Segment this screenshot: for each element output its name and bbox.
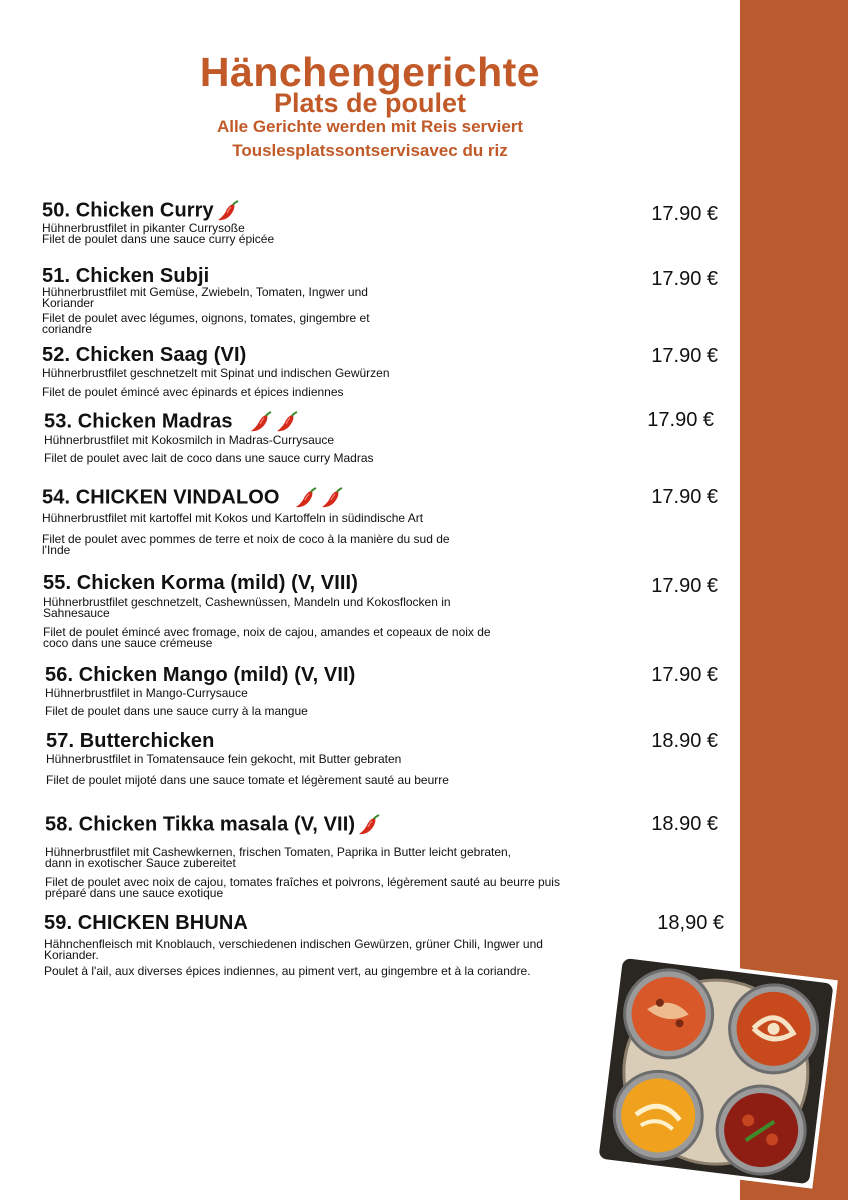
item-description-german: Hühnerbrustfilet mit kartoffel mit Kokos und Kartoffeln in südindische Art xyxy=(42,511,424,525)
menu-item-51 xyxy=(42,265,722,335)
item-price: 17.90 € xyxy=(651,575,718,597)
item-description-german: Hühnerbrustfilet in Mango-Currysauce xyxy=(45,686,248,700)
item-name: 54. CHICKEN VINDALOO xyxy=(42,486,280,509)
item-description-french: Filet de poulet avec pommes de terre et noix de coco à la manière du sud de l'Inde xyxy=(42,532,450,557)
curry-bowls-photo xyxy=(592,953,838,1188)
chili-pepper-icon xyxy=(357,813,381,837)
menu-item-52 xyxy=(42,344,722,398)
item-price: 17.90 € xyxy=(651,203,718,225)
item-description-german: Hühnerbrustfilet mit Gemüse, Zwiebeln, Tomaten, Ingwer und Koriander xyxy=(42,285,368,310)
item-name: 57. Butterchicken xyxy=(46,730,215,752)
item-price: 18.90 € xyxy=(651,730,718,752)
item-description-french: Filet de poulet avec noix de cajou, tomates fraîches et poivrons, légèrement sauté au beurre puis préparé dans une sauce exotique xyxy=(45,875,560,900)
item-name: 52. Chicken Saag (VI) xyxy=(42,344,247,366)
item-price: 18.90 € xyxy=(651,813,718,835)
item-name: 51. Chicken Subji xyxy=(42,265,210,287)
item-name: 50. Chicken Curry xyxy=(42,199,214,222)
item-name: 56. Chicken Mango (mild) (V, VII) xyxy=(45,664,356,686)
chili-pepper-icon xyxy=(249,410,273,434)
item-description-german: Hühnerbrustfilet mit Cashewkernen, frischen Tomaten, Paprika in Butter leicht gebraten, dann in exotischer Sauce zubereitet xyxy=(45,845,512,870)
item-description-french: Filet de poulet avec lait de coco dans une sauce curry Madras xyxy=(44,451,374,465)
item-name: 59. CHICKEN BHUNA xyxy=(44,912,248,934)
chili-pepper-icon xyxy=(275,410,299,434)
item-price: 17.90 € xyxy=(651,268,718,290)
item-price: 17.90 € xyxy=(651,345,718,367)
chili-pepper-icon xyxy=(294,486,318,510)
item-description-french: Filet de poulet émincé avec épinards et épices indiennes xyxy=(42,385,344,399)
item-name: 53. Chicken Madras xyxy=(44,410,233,433)
menu-item-50 xyxy=(42,199,722,245)
item-price: 17.90 € xyxy=(651,486,718,508)
item-description-german: Hähnchenfleisch mit Knoblauch, verschiedenen indischen Gewürzen, grüner Chili, Ingwer und Koriander. xyxy=(44,937,543,962)
item-description-german: Hühnerbrustfilet mit Kokosmilch in Madras-Currysauce xyxy=(44,433,335,447)
chili-pepper-icon xyxy=(320,486,344,510)
item-name: 55. Chicken Korma (mild) (V, VIII) xyxy=(43,572,358,594)
item-description-french: Filet de poulet dans une sauce curry épicée xyxy=(42,232,275,246)
menu-item-58 xyxy=(45,813,725,899)
menu-item-57 xyxy=(46,730,726,786)
item-description-french: Filet de poulet avec légumes, oignons, tomates, gingembre et coriandre xyxy=(42,311,370,336)
item-description-german: Hühnerbrustfilet in Tomatensauce fein gekocht, mit Butter gebraten xyxy=(46,752,402,766)
item-description-french: Filet de poulet mijoté dans une sauce tomate et légèrement sauté au beurre xyxy=(46,773,449,787)
menu-header xyxy=(90,50,650,162)
item-description-german: Hühnerbrustfilet geschnetzelt, Cashewnüssen, Mandeln und Kokosflocken in Sahnesauce xyxy=(43,595,451,620)
item-price: 17.90 € xyxy=(651,664,718,686)
page-title: Hänchengerichte xyxy=(199,49,541,95)
menu-item-54 xyxy=(42,486,722,556)
item-description-french: Poulet à l'ail, aux diverses épices indiennes, au piment vert, au gingembre et à la coriandre. xyxy=(44,964,531,978)
item-name: 58. Chicken Tikka masala (V, VII) xyxy=(45,813,356,836)
chili-pepper-icon xyxy=(216,199,240,223)
menu-item-53 xyxy=(44,410,724,464)
item-description-german: Hühnerbrustfilet in pikanter Currysoße xyxy=(42,221,245,235)
rice-note-french: Touslesplatssontservisavec du riz xyxy=(232,141,508,160)
page-subtitle: Plats de poulet xyxy=(273,88,467,118)
item-price: 17.90 € xyxy=(647,409,714,431)
menu-item-56 xyxy=(45,664,725,717)
menu-item-55 xyxy=(43,572,723,649)
item-description-german: Hühnerbrustfilet geschnetzelt mit Spinat und indischen Gewürzen xyxy=(42,366,390,380)
item-description-french: Filet de poulet émincé avec fromage, noix de cajou, amandes et copeaux de noix de coco dans une sauce crémeuse xyxy=(43,625,491,650)
item-description-french: Filet de poulet dans une sauce curry à la mangue xyxy=(45,704,308,718)
item-price: 18,90 € xyxy=(657,912,724,934)
rice-note-german: Alle Gerichte werden mit Reis serviert xyxy=(216,117,524,136)
